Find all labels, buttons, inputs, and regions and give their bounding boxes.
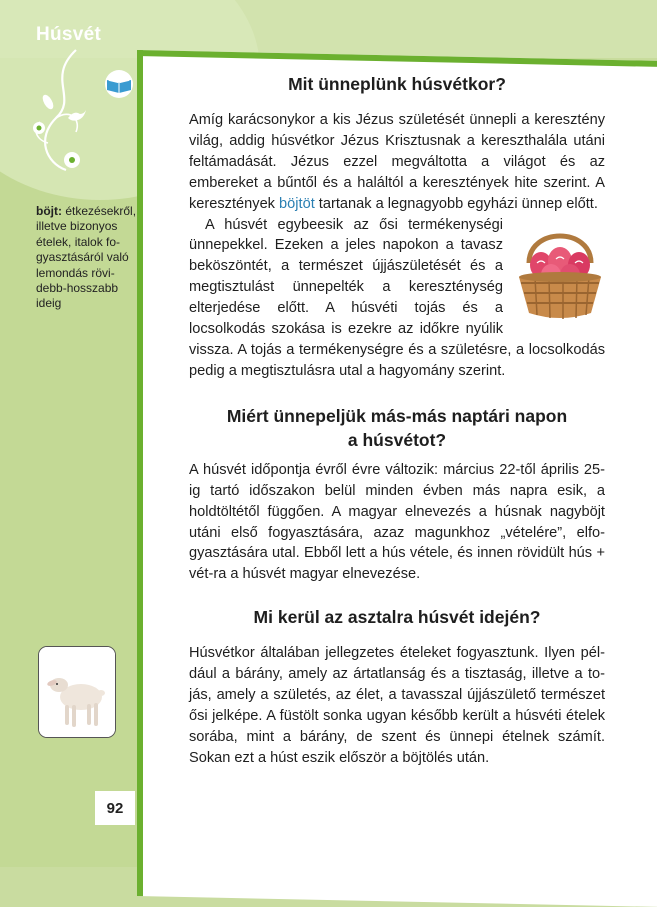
paragraph <box>189 110 605 215</box>
easter-egg-basket-image <box>511 219 609 323</box>
heading-line: Miért ünnepeljük más-más naptári napon <box>226 405 568 426</box>
paragraph: A húsvét időpontja évről évre változik: március 22-től április 25-ig tartó időszakon belül minden évben más napra esik, a holdtöltétől függően. A magyar elnevezés a húsnak nagyböjt utáni első fogyasztására, azaz magunkhoz „vételére”, elfogyasztására utal. Ebből lett a hús vétele, és innen rövidült hús + vét-ra a húsvét magyar elnevezése. <box>189 461 605 583</box>
page-number: 92 <box>95 791 135 825</box>
open-book-icon <box>103 69 135 99</box>
glossary-definition: étkezésekről, illetve bizonyos ételek, italok fogyasztásáról való lemondás rövidebb-hosszabb ideig <box>36 204 137 311</box>
chapter-title: Húsvét <box>36 24 102 45</box>
main-content <box>189 72 605 769</box>
lamb-image <box>39 647 116 738</box>
paragraph: Húsvétkor általában jellegzetes ételeket fogyasztunk. Ilyen például a bárány, amely az ártatlanság és a tisztaság, illetve a tojás, amely a születés, az élet, a tavasszal újjászülető természet ősi jelképe. A füstölt sonka ugyan később került a húsvéti ételek sorába, mint a bárány, de szent és ünnepi ételnek számít. Sokan ezt a húst eszik először a böjtölés után. <box>189 645 605 766</box>
glossary-link-bojt[interactable]: böjtöt <box>279 195 315 212</box>
heading-what-on-table: Mi kerül az asztalra húsvét idején? <box>253 607 541 628</box>
lamb-picture-card <box>38 646 116 738</box>
glossary-note <box>36 204 140 312</box>
heading-what-we-celebrate: Mit ünneplünk húsvétkor? <box>288 74 506 94</box>
floral-vine-icon <box>26 48 96 178</box>
heading-why-different-dates <box>189 404 605 452</box>
paragraph-text: tartanak a legnagyobb egyházi ünnep előtt. <box>314 195 598 212</box>
heading-line: a húsvétot? <box>347 429 447 450</box>
paragraph <box>189 215 605 382</box>
paragraph-text: A húsvét egybeesik az ősi termékenységi ünnepekkel. Ezeken a jeles napokon a tavasz beköszöntét, a természet újjászületését és a megtisztulást ünnepelték a kereszténység elterjedése előtt. A húsvéti tojás és a locsolkodás szokása is ezekre az időkre nyúlik vissza. A tojás a termékenységre és a születésre, a locsolkodás pedig a megtisztulásra utal a hagyomány szerint. <box>189 216 605 379</box>
glossary-term: böjt: <box>36 204 62 218</box>
paragraph-text: Amíg karácsonykor a kis Jézus születését ünnepli a keresztény világ, addig húsvétkor Jézus Krisztusnak a kereszthalála utáni feltámadását. Jézus ezzel megváltotta a világot és az embereket a bűntől és a haláltól a keresztények hite szerint. A keresztények <box>189 112 605 212</box>
